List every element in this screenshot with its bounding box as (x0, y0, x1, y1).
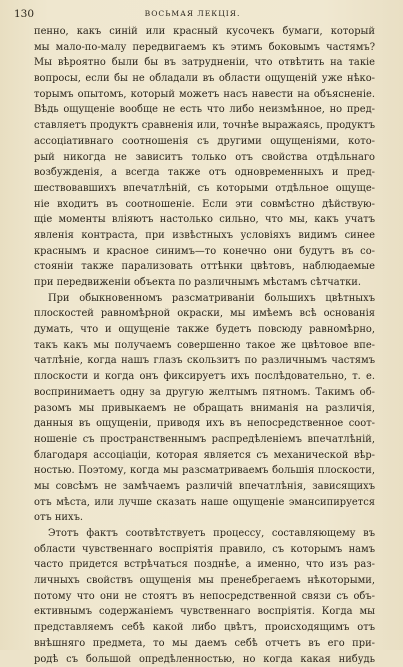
text-line: при передвиженіи объекта по различнымъ мѣстамъ сѣтчатки. (34, 275, 375, 291)
text-line: родѣ съ большой опредѣленностью, но когда какая нибудь (34, 652, 375, 667)
text-line: чатлѣніе, когда нашъ глазъ скользитъ по различнымъ частямъ (34, 353, 375, 369)
text-line: благодаря ассоціаціи, которая является съ механической вѣр- (34, 448, 375, 464)
text-line: щіе моменты вліяютъ настолько сильно, что мы, какъ учатъ (34, 212, 375, 228)
text-line: При обыкновенномъ разсматриваніи большихъ цвѣтныхъ (34, 291, 375, 307)
text-line: отъ нихъ. (34, 510, 375, 526)
text-line: личныхъ свойствъ ощущенія мы пренебрегаемъ нѣкоторыми, (34, 573, 375, 589)
text-line: области чувственнаго воспріятія правило, съ которымъ намъ (34, 542, 375, 558)
text-line: думать, что и ощущеніе также будетъ повсюду равномѣрно, (34, 322, 375, 338)
text-line: потому что они не стоятъ въ непосредственной связи съ объ- (34, 589, 375, 605)
text-line: данныя въ ощущеніи, приводя ихъ въ непосредственное соот- (34, 416, 375, 432)
text-line: ніе входитъ въ соотношеніе. Если эти совмѣстно дѣйствую- (34, 197, 375, 213)
text-line: стояніи также парализовать оттѣнки цвѣтовъ, наблюдаемые (34, 259, 375, 275)
text-line: ставляетъ продуктъ сравненія или, точнѣе выражаясь, продуктъ (34, 118, 375, 134)
text-line: отъ мѣста, или лучше сказать наше ощущеніе эмансипируется (34, 495, 375, 511)
text-line: мы мало-по-малу передвигаемъ къ этимъ боковымъ частямъ? (34, 40, 375, 56)
text-line: рый никогда не зависитъ только отъ свойства отдѣльнаго (34, 150, 375, 166)
text-line: Вѣдь ощущеніе вообще не есть что либо неизмѣнное, но пред- (34, 102, 375, 118)
page-number: 130 (14, 8, 34, 20)
text-line: представляемъ себѣ какой либо цвѣтъ, происходящимъ отъ (34, 620, 375, 636)
text-line: Мы вѣроятно были бы въ затрудненіи, что отвѣтить на такіе (34, 55, 375, 71)
text-line: плоскости и когда онъ фиксируетъ ихъ послѣдовательно, т. е. (34, 369, 375, 385)
text-line: ективнымъ содержаніемъ чувственнаго воспріятія. Когда мы (34, 604, 375, 620)
text-line: воспринимаетъ одну за другую желтымъ пятномъ. Такимъ об- (34, 385, 375, 401)
text-line: шествовавшихъ впечатлѣній, съ которыми отдѣльное ощуще- (34, 181, 375, 197)
text-line: плоскостей равномѣрной окраски, мы имѣемъ всѣ основанія (34, 306, 375, 322)
running-title: ВОСЬМАЯ ЛЕКЦІЯ. (14, 9, 371, 18)
text-line: Этотъ фактъ соотвѣтствуетъ процессу, составляющему въ (34, 526, 375, 542)
text-line: мы совсѣмъ не замѣчаемъ различій впечатлѣнія, зависящихъ (34, 479, 375, 495)
text-line: ностью. Поэтому, когда мы разсматриваемъ большія плоскости, (34, 463, 375, 479)
text-line: разомъ мы привыкаемъ не обращать вниманія на различія, (34, 401, 375, 417)
page-header (14, 8, 371, 22)
text-line: внѣшняго предмета, то мы даемъ себѣ отчетъ въ его при- (34, 636, 375, 652)
body-text (34, 24, 375, 667)
text-line: ношеніе съ пространственнымъ распредѣленіемъ впечатлѣній, (34, 432, 375, 448)
text-line: пенно, какъ синій или красный кусочекъ бумаги, который (34, 24, 375, 40)
text-line: явленія контраста, при извѣстныхъ условіяхъ видимъ синее (34, 228, 375, 244)
text-line: торымъ опытомъ, который можетъ насъ навести на объясненіе. (34, 87, 375, 103)
text-line: такъ какъ мы получаемъ совершенно такое же цвѣтовое впе- (34, 338, 375, 354)
text-line: краснымъ и красное синимъ—то конечно они будутъ въ со- (34, 244, 375, 260)
text-line: ассоціативнаго соотношенія съ другими ощущеніями, кото- (34, 134, 375, 150)
text-line: возбужденія, а всегда также отъ одновременныхъ и пред- (34, 165, 375, 181)
text-line: часто придется встрѣчаться позднѣе, а именно, что изъ раз- (34, 557, 375, 573)
text-line: вопросы, если бы не обладали въ области ощущеній уже нѣко- (34, 71, 375, 87)
